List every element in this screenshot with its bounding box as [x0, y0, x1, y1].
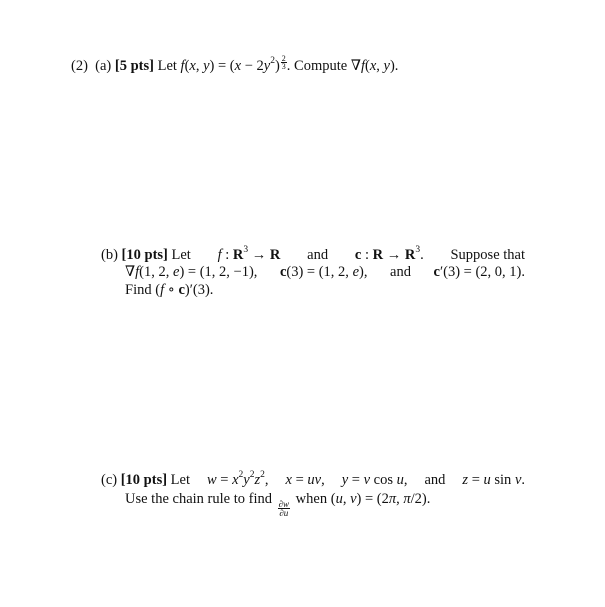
part-b-and: and [307, 247, 329, 263]
part-c-when: when [295, 491, 328, 507]
part-b-and-2: and [390, 264, 411, 280]
part-b-cond-2: c(3) = (1, 2, e), [279, 264, 368, 280]
part-b-line-2 [125, 264, 525, 281]
part-b-suppose: Suppose that [450, 247, 525, 263]
part-c-partial-derivative: $\frac{\partial w}{\partial u}$ [278, 499, 290, 518]
part-a-lead: Let [157, 58, 177, 74]
part-c-and: and [424, 472, 446, 488]
part-c-line-1 [101, 472, 525, 489]
part-a-function: f(x, $y) = (x - 2y^2)$ $\frac{2}{3}$ . [180, 54, 291, 74]
part-c-w: $w = x^2y^2z^2$, [207, 470, 269, 488]
part-a-compute: Compute [294, 58, 348, 74]
part-b-points: [10 pts] [121, 247, 168, 263]
part-c-z: z = u sin v. [462, 472, 525, 488]
part-b-cond-3: c′(3) = (2, 0, 1). [433, 264, 525, 280]
part-b-target: (f ∘ c)′(3). [155, 282, 214, 298]
part-c-lead: Let [170, 472, 190, 488]
part-a-points: [5 pts] [114, 58, 154, 74]
part-c-point: (u, v) = (2π, π/2). [330, 491, 431, 507]
part-b-cond-1: ∇f(1, 2, e) = (1, 2, −1), [125, 264, 258, 280]
part-c-points: [10 pts] [120, 472, 168, 488]
part-b-line-3 [125, 282, 213, 299]
part-b-label: (b) [101, 247, 118, 263]
part-c-x: x = uv, [285, 472, 325, 488]
part-b-lead: Let [171, 247, 191, 263]
problem-number: (2) [71, 58, 88, 74]
part-c-line-2 [125, 491, 430, 517]
part-a-gradient: ∇f(x, y). [350, 58, 399, 74]
part-c-chain-text: Use the chain rule to find [125, 491, 272, 507]
part-c-y: y = v cos u, [341, 472, 408, 488]
part-b-line-1 [101, 247, 525, 264]
part-b-find: Find [125, 282, 152, 298]
part-b-c-map: c : $R \to R^3$. [354, 245, 424, 263]
part-a-label: (a) [95, 58, 112, 74]
part-a-line [71, 55, 398, 75]
part-b-f-map: f : $R^3 \to R$ [217, 245, 281, 263]
part-c-label: (c) [101, 472, 118, 488]
